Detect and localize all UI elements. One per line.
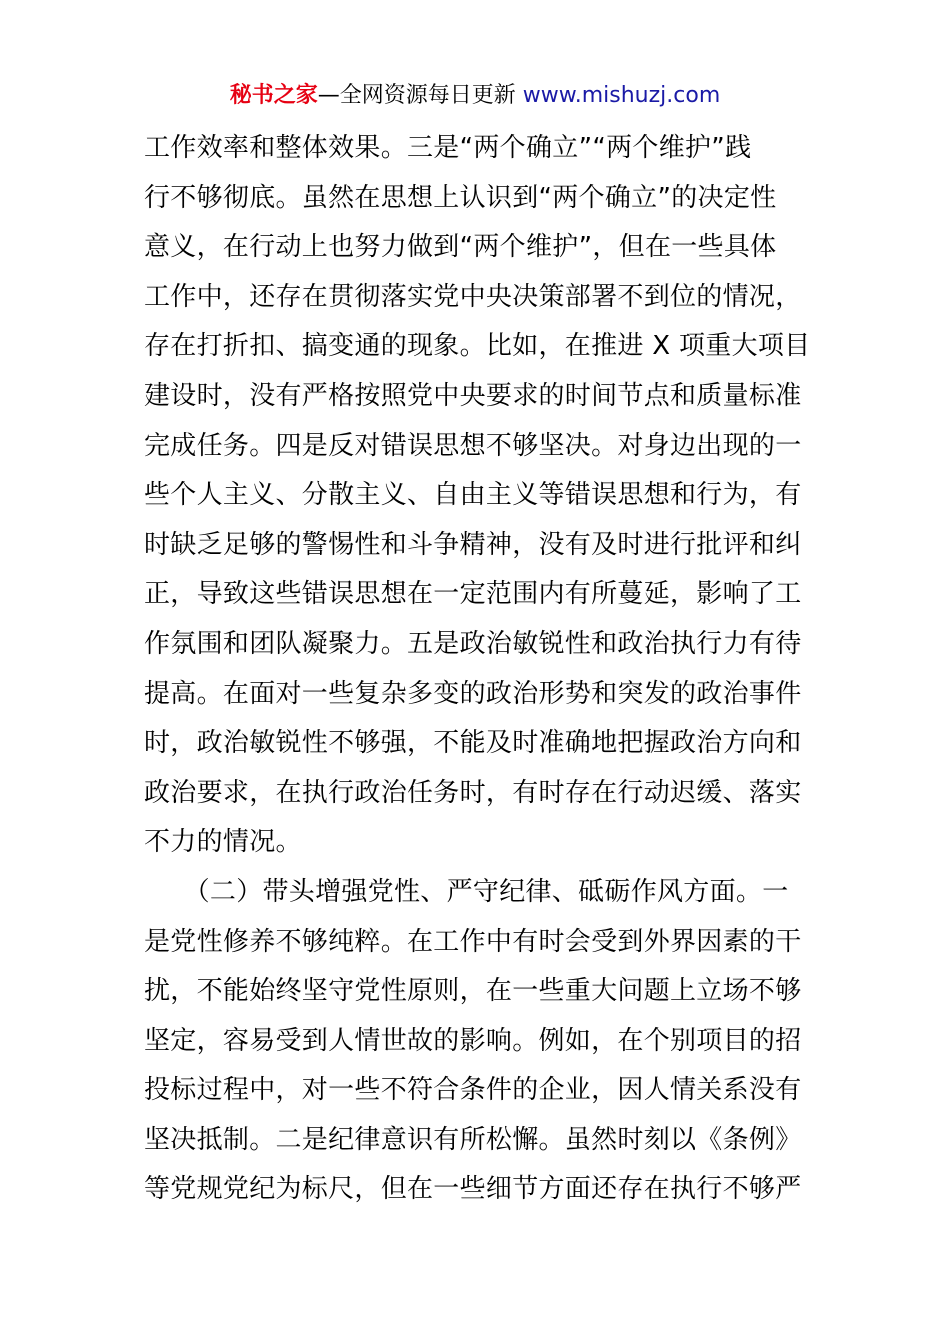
text-line: 建设时，没有严格按照党中央要求的时间节点和质量标准 (144, 380, 802, 411)
text-line: 意义，在行动上也努力做到“两个维护”，但在一些具体 (144, 232, 777, 263)
header-tagline: —全网资源每日更新 (317, 83, 523, 108)
page-header (0, 80, 950, 112)
text-line: 工作中，还存在贯彻落实党中央决策部署不到位的情况， (144, 281, 802, 312)
text-line: 不力的情况。 (144, 827, 302, 858)
text-line: 完成任务。四是反对错误思想不够坚决。对身边出现的一 (144, 430, 802, 461)
text-line: 行不够彻底。虽然在思想上认识到“两个确立”的决定性 (144, 182, 777, 213)
section-heading-line: （二）带头增强党性、严守纪律、砥砺作风方面。一 (144, 876, 789, 907)
text-line: 等党规党纪为标尺，但在一些细节方面还存在执行不够严 (144, 1174, 802, 1205)
text-line: 些个人主义、分散主义、自由主义等错误思想和行为，有 (144, 480, 802, 511)
brand-name: 秘书之家 (229, 83, 318, 108)
text-line: 坚定，容易受到人情世故的影响。例如，在个别项目的招 (144, 1025, 802, 1056)
text-line: 作氛围和团队凝聚力。五是政治敏锐性和政治执行力有待 (144, 628, 802, 659)
text-line: 政治要求，在执行政治任务时，有时存在行动迟缓、落实 (144, 777, 802, 808)
text-line: 存在打折扣、搞变通的现象。比如，在推进 X 项重大项目 (144, 331, 811, 362)
text-line: 投标过程中，对一些不符合条件的企业，因人情关系没有 (144, 1075, 802, 1106)
site-url[interactable]: www.mishuzj.com (522, 83, 721, 108)
text-line: 时缺乏足够的警惕性和斗争精神，没有及时进行批评和纠 (144, 529, 802, 560)
text-line: 时，政治敏锐性不够强，不能及时准确地把握政治方向和 (144, 728, 802, 759)
document-body (144, 124, 814, 1215)
text-line: 工作效率和整体效果。三是“两个确立”“两个维护”践 (144, 133, 752, 163)
text-line: 是党性修养不够纯粹。在工作中有时会受到外界因素的干 (144, 926, 802, 957)
text-line: 正，导致这些错误思想在一定范围内有所蔓延，影响了工 (144, 579, 802, 610)
text-line: 提高。在面对一些复杂多变的政治形势和突发的政治事件 (144, 678, 802, 709)
text-line: 扰，不能始终坚守党性原则，在一些重大问题上立场不够 (144, 976, 802, 1007)
text-line: 坚决抵制。二是纪律意识有所松懈。虽然时刻以《条例》 (144, 1124, 802, 1155)
